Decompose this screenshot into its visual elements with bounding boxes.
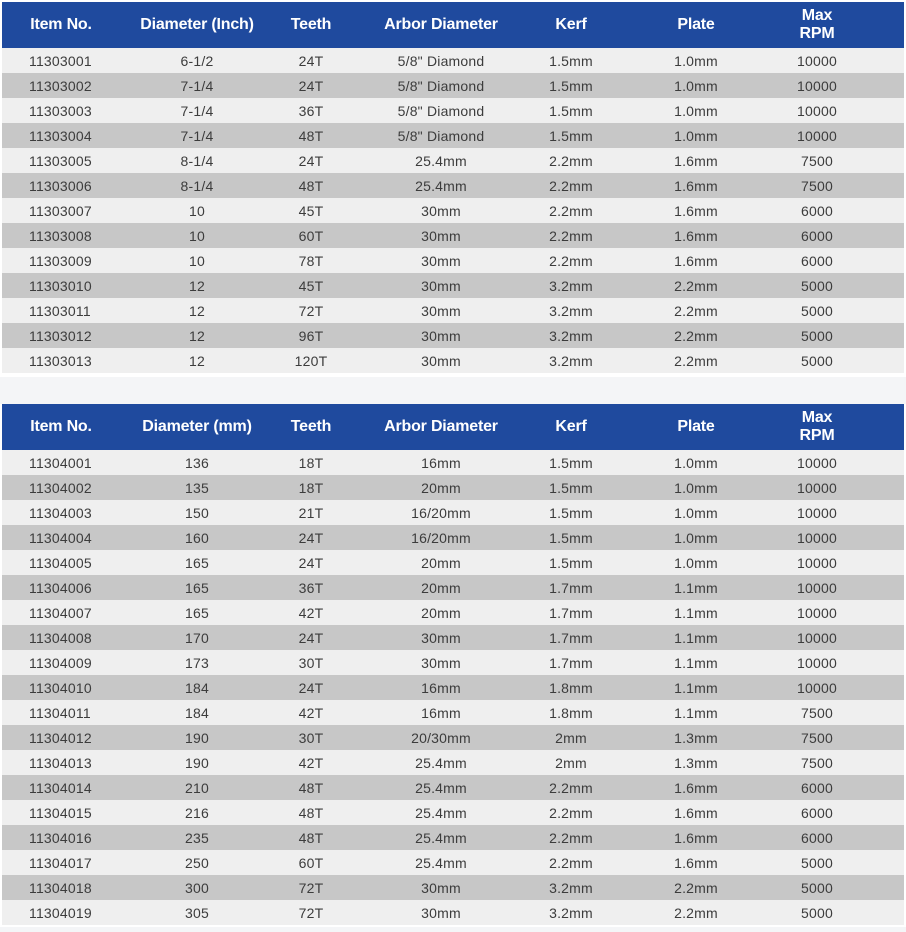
cell-teeth: 42T xyxy=(298,754,324,771)
cell-arbor-diameter: 5/8" Diamond xyxy=(397,127,485,144)
cell-plate: 2.2mm xyxy=(674,327,718,344)
cell-kerf: 2.2mm xyxy=(549,829,593,846)
cell-plate: 1.1mm xyxy=(674,679,718,696)
cell-teeth: 24T xyxy=(298,554,324,571)
cell-item-no: 11304016 xyxy=(29,829,92,846)
cell-diameter: 7-1/4 xyxy=(180,77,214,94)
table-row xyxy=(2,525,904,550)
header-plate: Plate xyxy=(677,418,715,435)
cell-arbor-diameter: 30mm xyxy=(421,629,461,646)
cell-kerf: 1.7mm xyxy=(549,654,593,671)
cell-plate: 2.2mm xyxy=(674,302,718,319)
cell-item-no: 11304010 xyxy=(29,679,92,696)
cell-diameter: 216 xyxy=(185,804,209,821)
cell-item-no: 11304008 xyxy=(29,629,92,646)
cell-diameter: 170 xyxy=(185,629,209,646)
cell-max-rpm: 10000 xyxy=(797,679,837,696)
header-arbor-diameter: Arbor Diameter xyxy=(384,418,498,435)
cell-arbor-diameter: 16mm xyxy=(421,704,461,721)
cell-diameter: 6-1/2 xyxy=(180,52,214,69)
cell-max-rpm: 10000 xyxy=(797,654,837,671)
cell-arbor-diameter: 20/30mm xyxy=(411,729,471,746)
cell-item-no: 11304015 xyxy=(29,804,92,821)
cell-diameter: 10 xyxy=(189,252,205,269)
cell-max-rpm: 10000 xyxy=(797,554,837,571)
cell-item-no: 11304001 xyxy=(29,454,92,471)
cell-kerf: 2.2mm xyxy=(549,177,593,194)
cell-teeth: 30T xyxy=(298,654,324,671)
cell-kerf: 2.2mm xyxy=(549,152,593,169)
cell-item-no: 11303011 xyxy=(29,302,91,319)
table-row xyxy=(2,173,904,198)
cell-item-no: 11303013 xyxy=(29,352,92,369)
cell-kerf: 1.7mm xyxy=(549,629,593,646)
cell-max-rpm: 5000 xyxy=(801,854,833,871)
cell-diameter: 12 xyxy=(189,302,205,319)
cell-diameter: 8-1/4 xyxy=(180,177,214,194)
cell-arbor-diameter: 20mm xyxy=(421,479,461,496)
table-row xyxy=(2,675,904,700)
cell-arbor-diameter: 30mm xyxy=(421,904,461,921)
cell-teeth: 96T xyxy=(298,327,324,344)
table-row xyxy=(2,98,904,123)
cell-plate: 1.6mm xyxy=(674,177,718,194)
cell-teeth: 42T xyxy=(298,704,324,721)
cell-plate: 1.6mm xyxy=(674,854,718,871)
table-row xyxy=(2,123,904,148)
cell-max-rpm: 10000 xyxy=(797,579,837,596)
cell-arbor-diameter: 16mm xyxy=(421,454,461,471)
cell-diameter: 305 xyxy=(185,904,209,921)
cell-item-no: 11303005 xyxy=(29,152,92,169)
cell-teeth: 18T xyxy=(298,454,324,471)
cell-diameter: 210 xyxy=(185,779,209,796)
cell-diameter: 10 xyxy=(189,227,205,244)
cell-teeth: 48T xyxy=(298,779,324,796)
cell-plate: 1.0mm xyxy=(674,52,718,69)
cell-diameter: 165 xyxy=(185,579,209,596)
cell-kerf: 1.5mm xyxy=(549,127,593,144)
cell-diameter: 173 xyxy=(185,654,209,671)
cell-diameter: 150 xyxy=(185,504,209,521)
cell-plate: 1.1mm xyxy=(674,604,718,621)
cell-teeth: 24T xyxy=(298,529,324,546)
cell-kerf: 3.2mm xyxy=(549,879,593,896)
cell-teeth: 24T xyxy=(298,629,324,646)
cell-diameter: 12 xyxy=(189,277,205,294)
table-row xyxy=(2,248,904,273)
cell-max-rpm: 10000 xyxy=(797,127,837,144)
cell-plate: 1.1mm xyxy=(674,629,718,646)
table-row xyxy=(2,273,904,298)
saw-blade-spec-table-inch xyxy=(2,2,904,373)
cell-plate: 1.1mm xyxy=(674,654,718,671)
cell-plate: 1.6mm xyxy=(674,804,718,821)
cell-kerf: 1.8mm xyxy=(549,704,593,721)
cell-item-no: 11304012 xyxy=(29,729,92,746)
cell-plate: 1.6mm xyxy=(674,227,718,244)
table-header-row xyxy=(2,404,904,450)
cell-kerf: 3.2mm xyxy=(549,277,593,294)
header-kerf: Kerf xyxy=(555,16,587,33)
cell-kerf: 1.7mm xyxy=(549,579,593,596)
cell-kerf: 1.5mm xyxy=(549,77,593,94)
header-item-no: Item No. xyxy=(30,16,92,33)
header-item-no: Item No. xyxy=(30,418,92,435)
cell-item-no: 11304006 xyxy=(29,579,92,596)
header-max-rpm: Max RPM xyxy=(799,409,835,444)
cell-teeth: 45T xyxy=(298,202,324,219)
table-row xyxy=(2,475,904,500)
cell-item-no: 11303010 xyxy=(29,277,92,294)
header-kerf: Kerf xyxy=(555,418,587,435)
table-row xyxy=(2,800,904,825)
cell-teeth: 78T xyxy=(298,252,324,269)
header-teeth: Teeth xyxy=(290,418,332,435)
cell-plate: 1.6mm xyxy=(674,252,718,269)
cell-kerf: 2mm xyxy=(555,729,587,746)
table-row xyxy=(2,875,904,900)
cell-plate: 1.0mm xyxy=(674,77,718,94)
cell-plate: 2.2mm xyxy=(674,879,718,896)
cell-teeth: 60T xyxy=(298,854,324,871)
cell-arbor-diameter: 30mm xyxy=(421,352,461,369)
cell-diameter: 10 xyxy=(189,202,205,219)
cell-max-rpm: 5000 xyxy=(801,904,833,921)
saw-blade-spec-table-mm xyxy=(2,404,904,925)
cell-item-no: 11304003 xyxy=(29,504,92,521)
cell-item-no: 11303002 xyxy=(29,77,92,94)
cell-teeth: 120T xyxy=(294,352,328,369)
header-diameter: Diameter (mm) xyxy=(142,418,252,435)
cell-item-no: 11303003 xyxy=(29,102,92,119)
cell-teeth: 45T xyxy=(298,277,324,294)
table-row xyxy=(2,900,904,925)
cell-item-no: 11303009 xyxy=(29,252,92,269)
cell-kerf: 1.5mm xyxy=(549,529,593,546)
cell-arbor-diameter: 16/20mm xyxy=(411,529,471,546)
cell-plate: 1.0mm xyxy=(674,102,718,119)
cell-teeth: 48T xyxy=(298,127,324,144)
cell-plate: 2.2mm xyxy=(674,904,718,921)
cell-teeth: 24T xyxy=(298,77,324,94)
cell-kerf: 1.5mm xyxy=(549,504,593,521)
cell-teeth: 72T xyxy=(298,879,324,896)
cell-teeth: 60T xyxy=(298,227,324,244)
cell-kerf: 1.5mm xyxy=(549,554,593,571)
cell-item-no: 11303012 xyxy=(29,327,92,344)
cell-arbor-diameter: 30mm xyxy=(421,277,461,294)
header-teeth: Teeth xyxy=(290,16,332,33)
cell-kerf: 1.5mm xyxy=(549,52,593,69)
table-row xyxy=(2,223,904,248)
cell-plate: 1.0mm xyxy=(674,127,718,144)
cell-plate: 1.0mm xyxy=(674,479,718,496)
cell-plate: 2.2mm xyxy=(674,277,718,294)
cell-max-rpm: 6000 xyxy=(801,779,833,796)
cell-diameter: 165 xyxy=(185,604,209,621)
section-divider xyxy=(0,377,906,404)
table-header-row xyxy=(2,2,904,48)
cell-arbor-diameter: 25.4mm xyxy=(415,754,467,771)
cell-plate: 1.3mm xyxy=(674,754,718,771)
cell-kerf: 2.2mm xyxy=(549,779,593,796)
cell-plate: 1.0mm xyxy=(674,529,718,546)
cell-diameter: 250 xyxy=(185,854,209,871)
cell-max-rpm: 6000 xyxy=(801,252,833,269)
cell-max-rpm: 6000 xyxy=(801,829,833,846)
cell-arbor-diameter: 30mm xyxy=(421,879,461,896)
cell-teeth: 36T xyxy=(298,102,324,119)
cell-max-rpm: 5000 xyxy=(801,302,833,319)
cell-diameter: 136 xyxy=(185,454,209,471)
cell-teeth: 42T xyxy=(298,604,324,621)
cell-max-rpm: 10000 xyxy=(797,479,837,496)
cell-plate: 1.3mm xyxy=(674,729,718,746)
cell-max-rpm: 5000 xyxy=(801,879,833,896)
cell-kerf: 3.2mm xyxy=(549,904,593,921)
table-row xyxy=(2,775,904,800)
cell-arbor-diameter: 30mm xyxy=(421,654,461,671)
cell-item-no: 11303006 xyxy=(29,177,92,194)
cell-item-no: 11304014 xyxy=(29,779,92,796)
cell-plate: 2.2mm xyxy=(674,352,718,369)
cell-item-no: 11303004 xyxy=(29,127,92,144)
cell-kerf: 2.2mm xyxy=(549,252,593,269)
cell-plate: 1.0mm xyxy=(674,554,718,571)
cell-diameter: 190 xyxy=(185,729,209,746)
cell-teeth: 24T xyxy=(298,679,324,696)
cell-plate: 1.6mm xyxy=(674,152,718,169)
cell-item-no: 11304002 xyxy=(29,479,92,496)
header-arbor-diameter: Arbor Diameter xyxy=(384,16,498,33)
cell-max-rpm: 7500 xyxy=(801,729,833,746)
table-row xyxy=(2,48,904,73)
cell-kerf: 1.8mm xyxy=(549,679,593,696)
table-row xyxy=(2,148,904,173)
cell-arbor-diameter: 30mm xyxy=(421,327,461,344)
cell-arbor-diameter: 25.4mm xyxy=(415,829,467,846)
cell-kerf: 2.2mm xyxy=(549,227,593,244)
table-row xyxy=(2,500,904,525)
cell-kerf: 1.5mm xyxy=(549,454,593,471)
cell-item-no: 11303008 xyxy=(29,227,92,244)
cell-diameter: 135 xyxy=(185,479,209,496)
cell-max-rpm: 7500 xyxy=(801,754,833,771)
cell-max-rpm: 10000 xyxy=(797,504,837,521)
bottom-margin xyxy=(0,927,906,932)
cell-diameter: 7-1/4 xyxy=(180,102,214,119)
table-row xyxy=(2,625,904,650)
cell-arbor-diameter: 25.4mm xyxy=(415,779,467,796)
cell-arbor-diameter: 16/20mm xyxy=(411,504,471,521)
cell-max-rpm: 10000 xyxy=(797,529,837,546)
cell-kerf: 1.7mm xyxy=(549,604,593,621)
header-diameter: Diameter (Inch) xyxy=(140,16,254,33)
cell-diameter: 300 xyxy=(185,879,209,896)
table-row xyxy=(2,650,904,675)
cell-max-rpm: 5000 xyxy=(801,327,833,344)
cell-max-rpm: 7500 xyxy=(801,177,833,194)
table-row xyxy=(2,73,904,98)
cell-plate: 1.6mm xyxy=(674,829,718,846)
cell-teeth: 48T xyxy=(298,829,324,846)
cell-kerf: 2.2mm xyxy=(549,202,593,219)
table-row xyxy=(2,323,904,348)
cell-diameter: 184 xyxy=(185,704,209,721)
table-row xyxy=(2,600,904,625)
cell-arbor-diameter: 30mm xyxy=(421,252,461,269)
cell-diameter: 8-1/4 xyxy=(180,152,214,169)
cell-kerf: 2.2mm xyxy=(549,854,593,871)
header-max-rpm: Max RPM xyxy=(799,7,835,42)
cell-kerf: 3.2mm xyxy=(549,352,593,369)
table-row xyxy=(2,850,904,875)
cell-kerf: 1.5mm xyxy=(549,479,593,496)
cell-max-rpm: 6000 xyxy=(801,804,833,821)
table-row xyxy=(2,198,904,223)
cell-item-no: 11303001 xyxy=(29,52,92,69)
cell-max-rpm: 5000 xyxy=(801,352,833,369)
cell-arbor-diameter: 5/8" Diamond xyxy=(397,52,485,69)
cell-diameter: 12 xyxy=(189,327,205,344)
table-row xyxy=(2,550,904,575)
cell-item-no: 11304009 xyxy=(29,654,92,671)
cell-plate: 1.1mm xyxy=(674,704,718,721)
cell-teeth: 48T xyxy=(298,177,324,194)
cell-kerf: 2mm xyxy=(555,754,587,771)
cell-arbor-diameter: 25.4mm xyxy=(415,854,467,871)
table-row xyxy=(2,575,904,600)
header-plate: Plate xyxy=(677,16,715,33)
cell-teeth: 48T xyxy=(298,804,324,821)
cell-teeth: 36T xyxy=(298,579,324,596)
cell-teeth: 18T xyxy=(298,479,324,496)
table-row xyxy=(2,450,904,475)
cell-item-no: 11304017 xyxy=(29,854,92,871)
cell-teeth: 72T xyxy=(298,904,324,921)
cell-max-rpm: 10000 xyxy=(797,77,837,94)
cell-arbor-diameter: 30mm xyxy=(421,302,461,319)
table-row xyxy=(2,700,904,725)
cell-diameter: 190 xyxy=(185,754,209,771)
table-row xyxy=(2,298,904,323)
cell-max-rpm: 10000 xyxy=(797,604,837,621)
cell-max-rpm: 5000 xyxy=(801,277,833,294)
cell-arbor-diameter: 5/8" Diamond xyxy=(397,102,485,119)
cell-kerf: 3.2mm xyxy=(549,327,593,344)
cell-arbor-diameter: 16mm xyxy=(421,679,461,696)
cell-diameter: 235 xyxy=(185,829,209,846)
cell-max-rpm: 7500 xyxy=(801,704,833,721)
cell-item-no: 11303007 xyxy=(29,202,92,219)
cell-kerf: 2.2mm xyxy=(549,804,593,821)
cell-plate: 1.6mm xyxy=(674,202,718,219)
cell-item-no: 11304011 xyxy=(29,704,91,721)
cell-plate: 1.6mm xyxy=(674,779,718,796)
cell-item-no: 11304007 xyxy=(29,604,92,621)
cell-arbor-diameter: 20mm xyxy=(421,604,461,621)
cell-max-rpm: 10000 xyxy=(797,52,837,69)
cell-max-rpm: 6000 xyxy=(801,227,833,244)
cell-plate: 1.0mm xyxy=(674,504,718,521)
cell-plate: 1.0mm xyxy=(674,454,718,471)
cell-diameter: 7-1/4 xyxy=(180,127,214,144)
cell-arbor-diameter: 30mm xyxy=(421,202,461,219)
table-row xyxy=(2,725,904,750)
cell-teeth: 21T xyxy=(298,504,324,521)
table-row xyxy=(2,825,904,850)
table-row xyxy=(2,750,904,775)
cell-max-rpm: 7500 xyxy=(801,152,833,169)
cell-max-rpm: 10000 xyxy=(797,454,837,471)
cell-max-rpm: 10000 xyxy=(797,629,837,646)
cell-item-no: 11304013 xyxy=(29,754,92,771)
cell-arbor-diameter: 30mm xyxy=(421,227,461,244)
cell-arbor-diameter: 25.4mm xyxy=(415,152,467,169)
cell-arbor-diameter: 20mm xyxy=(421,554,461,571)
cell-teeth: 30T xyxy=(298,729,324,746)
cell-item-no: 11304004 xyxy=(29,529,92,546)
cell-arbor-diameter: 20mm xyxy=(421,579,461,596)
cell-item-no: 11304019 xyxy=(29,904,92,921)
cell-arbor-diameter: 25.4mm xyxy=(415,177,467,194)
cell-max-rpm: 6000 xyxy=(801,202,833,219)
cell-kerf: 1.5mm xyxy=(549,102,593,119)
cell-item-no: 11304018 xyxy=(29,879,92,896)
cell-teeth: 24T xyxy=(298,152,324,169)
cell-diameter: 184 xyxy=(185,679,209,696)
cell-diameter: 165 xyxy=(185,554,209,571)
cell-kerf: 3.2mm xyxy=(549,302,593,319)
table-row xyxy=(2,348,904,373)
cell-teeth: 24T xyxy=(298,52,324,69)
cell-arbor-diameter: 5/8" Diamond xyxy=(397,77,485,94)
cell-diameter: 160 xyxy=(185,529,209,546)
cell-max-rpm: 10000 xyxy=(797,102,837,119)
cell-arbor-diameter: 25.4mm xyxy=(415,804,467,821)
cell-item-no: 11304005 xyxy=(29,554,92,571)
cell-diameter: 12 xyxy=(189,352,205,369)
cell-teeth: 72T xyxy=(298,302,324,319)
cell-plate: 1.1mm xyxy=(674,579,718,596)
